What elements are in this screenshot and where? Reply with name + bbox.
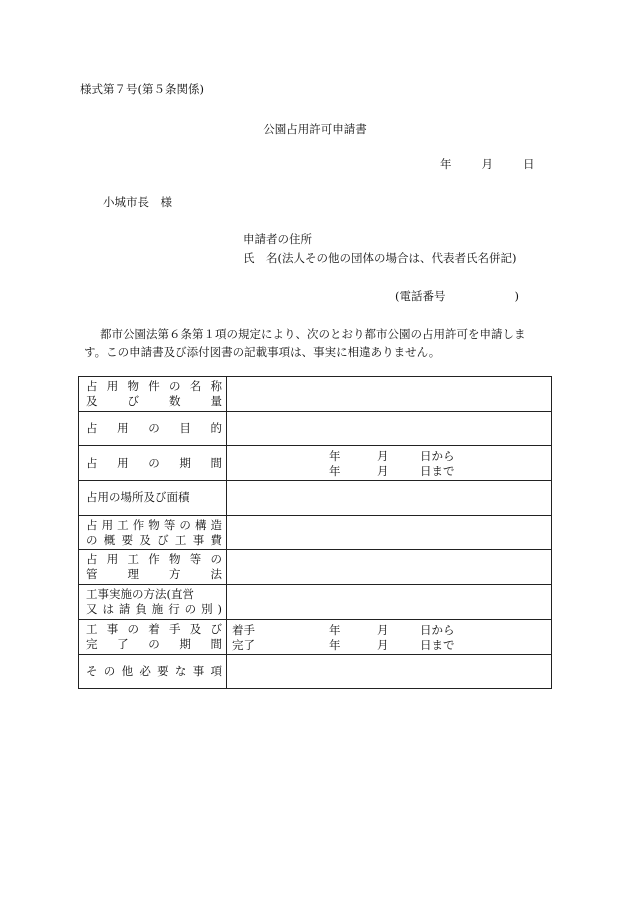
label-char: の	[148, 636, 160, 651]
label-char: 物	[169, 552, 181, 567]
field-value[interactable]	[227, 584, 552, 619]
label-char: 間	[210, 636, 222, 651]
label-char: 他	[121, 663, 134, 678]
label-char: 別	[201, 601, 213, 616]
period-end-year: 年	[329, 464, 341, 479]
label-char: 量	[210, 393, 222, 408]
label-char: 手	[169, 621, 181, 636]
label-char: )	[217, 601, 222, 616]
field-label	[79, 515, 227, 550]
label-char: 造	[210, 517, 222, 532]
label-char: 管	[86, 567, 98, 582]
label-char: 期	[179, 455, 191, 470]
label-char: 工	[117, 517, 129, 532]
label-char: 概	[103, 532, 116, 547]
field-label-line	[86, 552, 222, 567]
label-char: の	[210, 552, 222, 567]
table-row	[79, 515, 552, 550]
form-number: 様式第７号(第５条関係)	[80, 82, 204, 96]
label-char: 工	[86, 621, 98, 636]
field-label-line	[86, 394, 222, 409]
period-start-month: 月	[377, 622, 389, 637]
table-row	[79, 619, 552, 654]
label-char: 占	[86, 517, 98, 532]
table-row	[79, 377, 552, 412]
table-row	[79, 654, 552, 689]
label-char: 等	[189, 552, 202, 567]
label-char: 着	[148, 621, 160, 636]
label-char: の	[184, 601, 197, 616]
field-label-line	[86, 533, 222, 548]
field-label	[79, 550, 227, 585]
label-char: 完	[86, 636, 98, 651]
addressee: 小城市長 様	[103, 195, 172, 209]
field-value[interactable]	[227, 654, 552, 689]
field-label	[79, 411, 227, 446]
field-label	[79, 481, 227, 516]
label-char: 事	[106, 621, 119, 636]
field-value[interactable]	[227, 411, 552, 446]
label-char: 称	[210, 378, 222, 393]
period-start-suffix: 日から	[420, 449, 455, 464]
label-char: 用	[106, 552, 119, 567]
label-char: の	[148, 420, 160, 435]
label-char: び	[127, 393, 139, 408]
document-title: 公園占用許可申請書	[263, 122, 367, 136]
label-char: の	[169, 378, 181, 393]
label-char: 件	[148, 378, 160, 393]
label-char: 方	[169, 567, 181, 582]
field-value[interactable]	[227, 446, 552, 481]
period-end-month: 月	[377, 464, 389, 479]
label-char: 行	[168, 601, 180, 616]
period-start-year: 年	[329, 449, 341, 464]
period-start-year: 年	[329, 622, 341, 637]
label-char: 工	[174, 532, 187, 547]
label-char: 要	[157, 663, 169, 678]
label-char: 事	[192, 663, 205, 678]
field-label-line	[86, 602, 222, 617]
period-end-suffix: 日まで	[420, 464, 455, 479]
label-char: び	[157, 532, 169, 547]
label-char: 又	[86, 601, 98, 616]
period-start-prefix: 着手	[232, 622, 255, 637]
field-label-line	[86, 421, 222, 436]
applicant-name-label: 氏 名(法人その他の団体の場合は、代表者氏名併記)	[243, 251, 517, 265]
label-char: 用	[106, 378, 119, 393]
label-char: 用	[101, 517, 114, 532]
period-end-year: 年	[329, 637, 341, 652]
label-char: の	[179, 517, 191, 532]
period-end-month: 月	[377, 637, 389, 652]
label-char: 等	[163, 517, 176, 532]
label-char: の	[103, 663, 116, 678]
label-char: 作	[132, 517, 145, 532]
label-char: 間	[210, 455, 222, 470]
label-char: 用	[117, 420, 129, 435]
label-char: 期	[179, 636, 191, 651]
field-value[interactable]	[227, 377, 552, 412]
field-label	[79, 377, 227, 412]
field-label	[79, 619, 227, 654]
label-char: は	[102, 601, 114, 616]
label-char: 施	[151, 601, 164, 616]
date-day: 日	[523, 157, 535, 171]
field-label-line	[86, 379, 222, 394]
label-char: 工事実施の方法(直営	[86, 586, 194, 601]
label-char: 請	[118, 601, 131, 616]
field-value[interactable]	[227, 515, 552, 550]
label-char: 占	[86, 552, 98, 567]
label-char: 物	[127, 378, 139, 393]
label-char: 数	[169, 393, 181, 408]
label-char: 構	[194, 517, 207, 532]
applicant-address-label: 申請者の住所	[243, 232, 312, 246]
label-char: 占	[86, 420, 98, 435]
field-label-line	[86, 622, 222, 637]
label-char: 占	[86, 378, 98, 393]
label-char: 物	[148, 517, 160, 532]
label-char: 了	[117, 636, 129, 651]
period-start-month: 月	[377, 449, 389, 464]
field-label	[79, 654, 227, 689]
field-label-line	[86, 567, 222, 582]
label-char: 用	[117, 455, 129, 470]
label-char: の	[86, 532, 98, 547]
label-char: の	[148, 455, 160, 470]
body-text-line-2: す。この申請書及び添付図書の記載事項は、事実に相違ありません。	[84, 345, 441, 359]
period-start-suffix: 日から	[420, 622, 455, 637]
field-label-line	[86, 664, 222, 679]
label-char: 必	[139, 663, 151, 678]
period-end-prefix: 完了	[232, 637, 255, 652]
label-char: 及	[86, 393, 98, 408]
label-char: 目	[179, 420, 191, 435]
field-label	[79, 584, 227, 619]
field-label-line	[86, 587, 222, 602]
body-text-line-1: 都市公園法第６条第１項の規定により、次のとおり都市公園の占用許可を申請しま	[100, 327, 526, 341]
label-char: 理	[127, 567, 139, 582]
table-row	[79, 411, 552, 446]
label-char: 及	[139, 532, 151, 547]
label-char: な	[174, 663, 187, 678]
phone-label: (電話番号 )	[395, 289, 519, 303]
body-text	[84, 325, 554, 361]
period-end-suffix: 日まで	[420, 637, 455, 652]
label-char: の	[127, 621, 139, 636]
label-char: 要	[121, 532, 134, 547]
field-label-line	[86, 518, 222, 533]
label-char: 負	[135, 601, 147, 616]
label-char: 的	[210, 420, 222, 435]
date-month: 月	[481, 157, 493, 171]
label-char: 項	[210, 663, 222, 678]
table-row	[79, 446, 552, 481]
label-char: 占用の場所及び面積	[86, 490, 190, 505]
application-table	[78, 376, 552, 689]
label-char: 事	[192, 532, 205, 547]
table-row	[79, 550, 552, 585]
table-row	[79, 481, 552, 516]
field-label-line	[86, 637, 222, 652]
field-value[interactable]	[227, 619, 552, 654]
label-char: 及	[189, 621, 202, 636]
field-value[interactable]	[227, 481, 552, 516]
table-row	[79, 584, 552, 619]
label-char: 法	[210, 567, 222, 582]
field-label-line	[86, 490, 222, 505]
label-char: び	[210, 621, 222, 636]
date-line	[440, 157, 535, 171]
field-label-line	[86, 456, 222, 471]
label-char: 作	[148, 552, 160, 567]
field-value[interactable]	[227, 550, 552, 585]
label-char: 名	[189, 378, 202, 393]
label-char: 占	[86, 455, 98, 470]
field-label	[79, 446, 227, 481]
label-char: 工	[127, 552, 139, 567]
label-char: そ	[86, 663, 98, 678]
date-year: 年	[440, 157, 452, 171]
label-char: 費	[210, 532, 222, 547]
